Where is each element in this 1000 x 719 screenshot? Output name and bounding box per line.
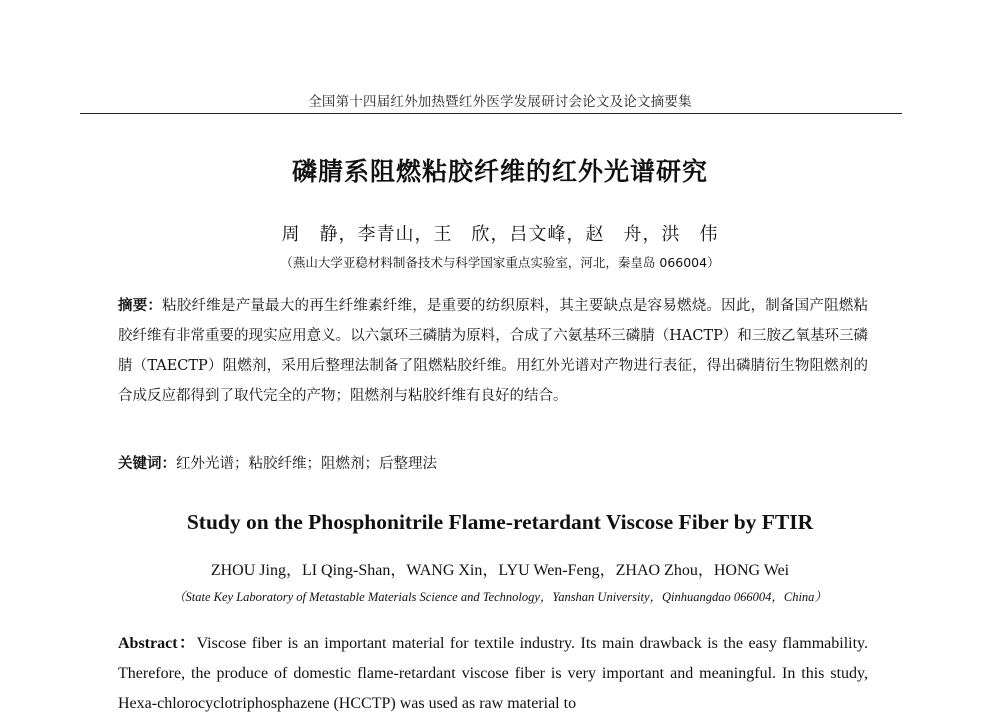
running-header: 全国第十四届红外加热暨红外医学发展研讨会论文及论文摘要集 <box>308 94 692 110</box>
header-rule <box>80 113 902 114</box>
paper-title-en: Study on the Phosphonitrile Flame-retardant Viscose Fiber by FTIR <box>186 510 814 534</box>
abstract-cn <box>118 291 868 411</box>
paper-title-cn: 磷腈系阻燃粘胶纤维的红外光谱研究 <box>291 157 708 186</box>
affiliation-en: （State Key Laboratory of Metastable Materials Science and Technology，Yanshan University，Qinhuangdao 066004，China） <box>173 590 827 604</box>
keywords-cn <box>118 449 868 479</box>
keywords-text-cn: 红外光谱；粘胶纤维；阻燃剂；后整理法 <box>176 456 437 472</box>
abstract-label-cn: 摘要： <box>118 298 163 314</box>
abstract-en <box>118 629 868 719</box>
affiliation-cn: （燕山大学亚稳材料制备技术与科学国家重点实验室，河北，秦皇岛 066004） <box>280 255 720 270</box>
authors-en: ZHOU Jing，LI Qing-Shan，WANG Xin，LYU Wen-Feng，ZHAO Zhou，HONG Wei <box>210 562 790 579</box>
abstract-text-en: Viscose fiber is an important material for textile industry. Its main drawback is the easy flammability. Therefore, the produce of domestic flame-retardant viscose fiber is very important and meaningful. In this study, Hexa-chlorocyclotriphosphazene (HCCTP) was used as raw material to <box>118 635 868 712</box>
abstract-text-cn: 粘胶纤维是产量最大的再生纤维素纤维，是重要的纺织原料，其主要缺点是容易燃烧。因此，制备国产阻燃粘胶纤维有非常重要的现实应用意义。以六氯环三磷腈为原料，合成了六氨基环三磷腈（HACTP）和三胺乙氧基环三磷腈（TAECTP）阻燃剂，采用后整理法制备了阻燃粘胶纤维。用红外光谱对产物进行表征，得出磷腈衍生物阻燃剂的合成反应都得到了取代完全的产物；阻燃剂与粘胶纤维有良好的结合。 <box>118 298 869 404</box>
keywords-label-cn: 关键词： <box>118 456 176 472</box>
authors-cn: 周 静，李青山，王 欣，吕文峰，赵 舟，洪 伟 <box>281 224 719 245</box>
abstract-label-en: Abstract： <box>118 635 197 652</box>
